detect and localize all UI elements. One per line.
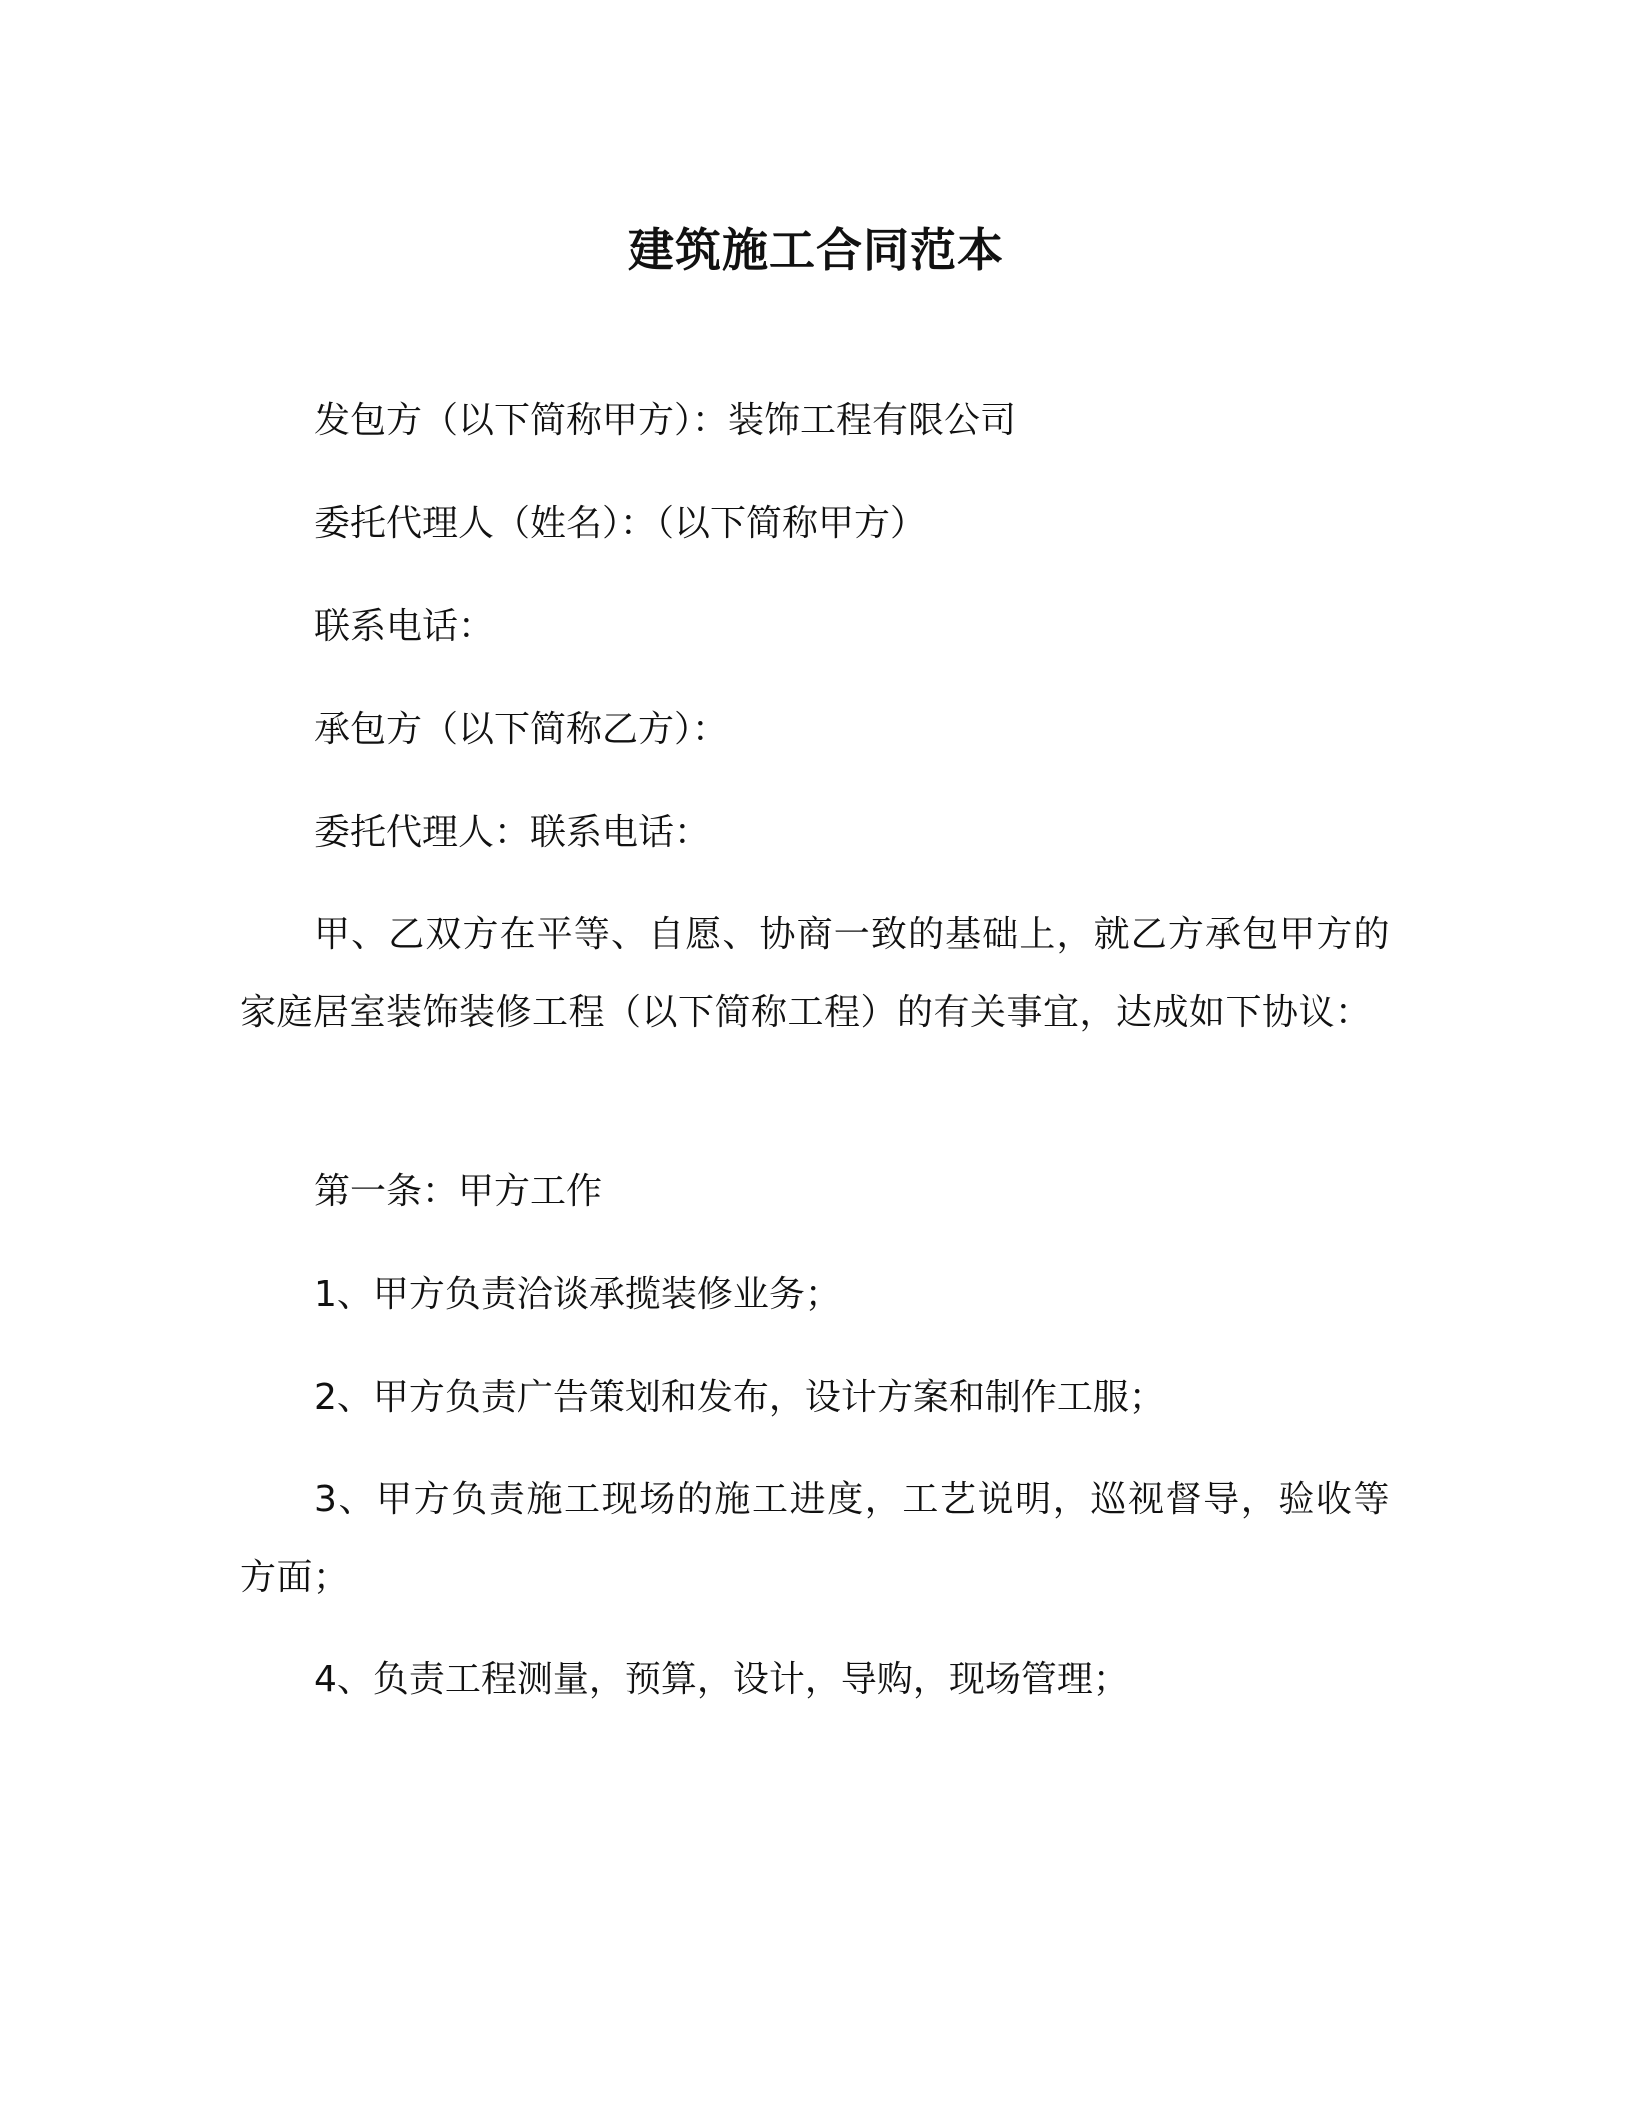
article-1-item-1: 1、甲方负责洽谈承揽装修业务； xyxy=(314,1274,841,1315)
party-b-line: 承包方（以下简称乙方）： xyxy=(314,709,729,750)
article-1-heading: 第一条：甲方工作 xyxy=(314,1171,603,1212)
agent-a-line: 委托代理人（姓名）：（以下简称甲方） xyxy=(314,503,927,544)
phone-a-line: 联系电话： xyxy=(314,606,495,647)
party-a-line: 发包方（以下简称甲方）：装饰工程有限公司 xyxy=(314,400,1017,441)
agent-b-line: 委托代理人：联系电话： xyxy=(314,812,711,853)
article-1-item-2: 2、甲方负责广告策划和发布，设计方案和制作工服； xyxy=(314,1377,1165,1418)
intro-paragraph: 甲、乙双方在平等、自愿、协商一致的基础上，就乙方承包甲方的家庭居室装饰装修工程（以下简称工程）的有关事宜，达成如下协议： xyxy=(240,914,1390,1033)
document-title: 建筑施工合同范本 xyxy=(628,223,1004,277)
article-1-item-3: 3、甲方负责施工现场的施工进度，工艺说明，巡视督导，验收等方面； xyxy=(240,1479,1390,1598)
article-1-item-4: 4、负责工程测量，预算，设计，导购，现场管理； xyxy=(314,1659,1129,1700)
